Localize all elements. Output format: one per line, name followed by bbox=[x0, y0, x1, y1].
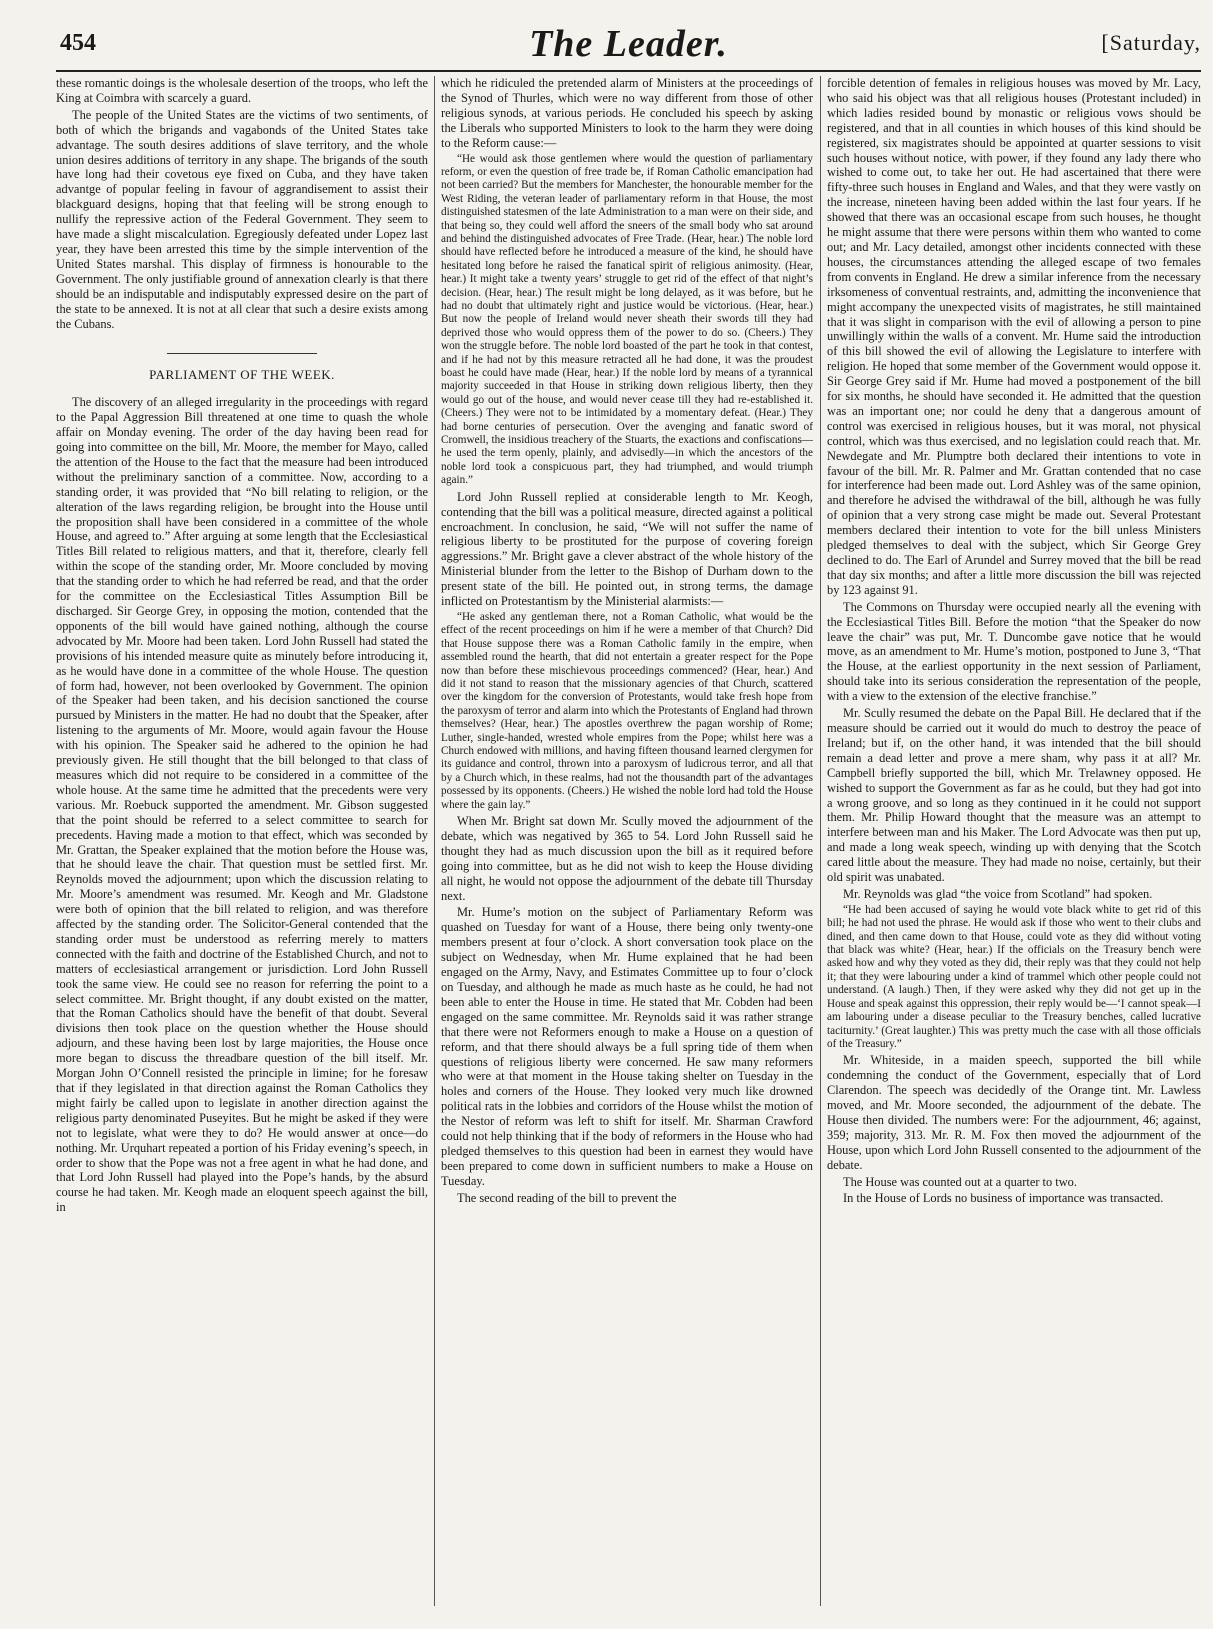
paragraph: The second reading of the bill to prevent the bbox=[457, 1190, 677, 1205]
section-heading bbox=[56, 353, 428, 383]
paragraph: The people of the United States are the victims of two sentiments, of both of which the brigands and vagabonds of the United States take advantage. The south desires additions of slave territory, and the whole union desires additions of territory in any shape. The brigands of the south have long had their covetous eye fixed on Cuba, and they have taken advantge of popular feeling in favour of aggrandisement to assist their blackguard designs, hoping that that feeling will be strong enough to nullify the repressive action of the Federal Government. They seem to have made a slight miscalculation. Egregiously defeated under Lopez last year, they have been arrested this time by the simple intervention of the United States marshal. This display of firmness is honourable to the Government. The only justifiable ground of annexation clearly is that there should be an indisputable and indisputably expressed desire on the part of the state to be annexed. It is not at all clear that such a desire exists among the Cubans. bbox=[56, 107, 428, 331]
newspaper-page bbox=[56, 20, 1201, 1610]
quoted-speech: “He asked any gentleman there, not a Roman Catholic, what would be the effect of the recent proceedings on him if he were a member of that Church? Did that House suppose there was a Roman Catholic family in the empire, when assembled round the hearth, that did not entertain a greater respect for the Pope now than before these mischievous proceedings commenced? (Hear, hear.) And did it not stand to reason that the missionary agencies of that Church, scattered over the kingdom for the conversion of Protestants, would take fresh hope from the paroxysm of terror and alarm into which the Protestants of England had thrown themselves? (Hear, hear.) The apostles overthrew the pagan worship of Rome; Luther, single-handed, wrested whole empires from the Pope; whilst here was a Church endowed with millions, and having fifteen thousand learned clergymen for its guidance and control, thrown into a paroxysm of ludicrous terror, and all that by a Church which, in these realms, had not the thousandth part of the advantages possessed by its opponents. (Cheers.) He wished the noble lord had told the House where the gain lay.” bbox=[441, 610, 813, 811]
paragraph: Mr. Whiteside, in a maiden speech, supported the bill while condemning the conduct of the Government, especially that of Lord Clarendon. The speech was decidedly of the Orange tint. Mr. Lawless moved, and Mr. Moore seconded, the adjournment of the debate. The House then divided. The numbers were: For the adjournment, 46; against, 359; majority, 313. Mr. R. M. Fox then moved the adjournment of the House, upon which Lord John Russell consented to the adjournment of the debate. bbox=[827, 1053, 1201, 1172]
paragraph: Lord John Russell replied at considerable length to Mr. Keogh, contending that the bill was a political measure, directed against a political encroachment. In conclusion, he said, “We will not suffer the name of religious liberty to be prostituted for the purpose of covering foreign aggressions.” Mr. Bright gave a clever abstract of the whole history of the Ministerial blunder from the letter to the Bishop of Durham down to the present state of the bill. He pointed out, in strong terms, the damage inflicted on Protestantism by the Ministerial alarmists:— bbox=[441, 489, 813, 609]
column-1 bbox=[56, 76, 428, 1606]
paragraph: The Commons on Thursday were occupied nearly all the evening with the Ecclesiastical Titles Bill. Before the motion “that the Speaker do now leave the chair” was put, Mr. T. Duncombe gave notice that he would move, as an amendment to Mr. Hume’s motion, postponed to June 3, “That the House, at the earliest opportunity in the next session of Parliament, should take into its serious consideration the representation of the people, with a view to the extension of the elective franchise.” bbox=[827, 599, 1201, 704]
heading-rule bbox=[167, 353, 317, 354]
column-divider bbox=[820, 76, 821, 1606]
column-3 bbox=[827, 76, 1201, 1606]
paragraph: which he ridiculed the pretended alarm of Ministers at the proceedings of the Synod of Thurles, which were no way different from those of other religious synods, at various periods. He concluded his speech by asking the Liberals who supported Ministers to look to the harm they were doing to the Reform cause:— bbox=[441, 76, 813, 150]
paragraph: The discovery of an alleged irregularity in the proceedings with regard to the Papal Aggression Bill threatened at one time to quash the whole affair on Monday evening. The order of the day having been read for going into committee on the bill, Mr. Moore, the member for Mayo, called the attention of the House to the fact that the measure had been introduced without the preliminary sanction of a committee. Now, according to a standing order, it was provided that “No bill relating to religion, or the alteration of the laws regarding religion, be brought into the House until the proposition shall have been considered in a committee of the whole House, and agreed to.” After arguing at some length that the Ecclesiastical Titles Bill related to religious matters, and that it, therefore, clearly fell within the scope of the standing order, Mr. Moore concluded by moving that the standing order to which he had referred be read, and that the order for the committee on the Ecclesiastical Titles Assumption Bill be discharged. Sir George Grey, in opposing the motion, contended that the opponents of the bill would have gained nothing, although the course advocated by Mr. Moore had been taken. Lord John Russell had stated the provisions of his intended measure quite as minutely before introducing it, as he would have done in a committee of the whole House. The question of form had, however, not been overlooked by Government. The opinion of the Speaker had been taken, and his decision sanctioned the course pursued by Ministers in the matter. He had no doubt that the Speaker, after listening to the arguments of Mr. Moore, would again favour the House with his opinion. The Speaker said he adhered to the opinion he had previously given. He still thought that the bill belonged to that class of measures which did not require to be considered in a committee of the whole house. At the same time he admitted that the precedents were very various. Mr. Roebuck supported the amendment. Mr. Gibson suggested that the point should be referred to a select committee to search for precedents. Having made a motion to that effect, which was seconded by Mr. Grattan, the Speaker explained that the motion before the House was, that he should leave the chair. That question must be settled first. Mr. Reynolds moved the adjournment; upon which the discussion relating to Mr. Moore’s amendment was resumed. Mr. Keogh and Mr. Gladstone were both of opinion that the bill related to religion, and was therefore affected by the standing order. The Solicitor-General contended that the standing order must be understood as referring merely to matters connected with the faith and doctrine of the Established Church, and not to matters of ecclesiastical arrangement or jurisdiction. Lord John Russell took the same view. He could see no reason for referring the point to a select committee. Mr. Bright thought, if any doubt existed on the matter, that the Roman Catholics should have the benefit of that doubt. Several divisions then took place on the question whether the House should adjourn, and these having been lost by large majorities, the House once more began to discuss the threadbare question of the bill itself. Mr. Morgan John O’Connell resisted the principle in limine; for he foresaw that if they legislated in that direction against the Roman Catholics they might fairly be called upon to legislate in another direction against the religious party denominated Puseyites. But he might be asked if they were not to legislate, what were they to do? He would answer at once—do nothing. Mr. Urquhart repeated a portion of his Friday evening’s speech, in order to show that the Pope was not a free agent in what he had done, and that Lord John Russell had played into the Pope’s hands, by the absurd course he had taken. Mr. Keogh made an eloquent speech against the bill, in bbox=[56, 395, 428, 1215]
masthead-rule bbox=[56, 70, 1201, 72]
paragraph: When Mr. Bright sat down Mr. Scully moved the adjournment of the debate, which was negatived by 365 to 54. Lord John Russell said he thought they had as much discussion upon the bill as it required before going into committee, but as he did not wish to keep the House dividing all night, he would not oppose the adjournment of the debate till Thursday next. bbox=[441, 814, 813, 903]
newspaper-title: The Leader. bbox=[529, 23, 728, 65]
column-divider bbox=[434, 76, 435, 1606]
issue-day: [Saturday, bbox=[1101, 30, 1201, 55]
paragraph: Mr. Scully resumed the debate on the Papal Bill. He declared that if the measure should be carried out it would do much to destroy the peace of Ireland; but if, on the other hand, it was intended that the bill should remain a dead letter and prove a mere sham, why pass it at all? Mr. Campbell briefly supported the bill, which Mr. Trelawney opposed. He wished to support the Government as far as he could, but they had got into a wrong groove, and so long as they continued in it he could not support them. Mr. Philip Howard thought that the measure was an attempt to interfere between man and his Maker. The Lord Advocate was then put up, and made a long weak speech, winding up with denying that the Scotch cared little about the measure. They had made no noise, certainly, but their old spirit was unabated. bbox=[827, 706, 1201, 885]
paragraph: these romantic doings is the wholesale desertion of the troops, who left the King at Coimbra with scarcely a guard. bbox=[56, 76, 428, 105]
masthead bbox=[56, 20, 1201, 68]
page-number: 454 bbox=[60, 30, 96, 56]
paragraph: forcible detention of females in religious houses was moved by Mr. Lacy, who said his object was that all religious houses (Protestant included) in which ladies resided bound by monastic or religious vows should be registered, and that in all counties in which houses of this kind should be registered, six magistrates should be appointed at quarter sessions to visit such houses without notice, with power, if they found any lady there who wished to come out, to take her out. He had ascertained that there were fifty-three such houses in England and Wales, and that they were vastly on the increase, nineteen having been added within the last four years. If he showed that there was an occasional escape from such houses, he thought he might assume that there were persons within them who wanted to come out; and Mr. Lacy detailed, amongst other incidents connected with these houses, the circumstances attending the alleged escape of two females from convents in England. He drew a similar inference from the necessary irksomeness of conventual restraints, and, admitting the inconvenience that might accompany the unexpected visits of magistrates, he still maintained that it was slight in comparison with the evil of allowing a person to pine unwillingly within the walls of a convent. Mr. Hume said the introduction of this bill showed the evil of allowing the Legislature to interfere with religion. He hoped that some member of the Government would oppose it. Sir George Grey said if Mr. Hume had moved a postponement of the bill for six months, he should have seconded it. He admitted that the question was an important one; nor could he deny that a dangerous amount of control was exercised in religious houses, but it was moral, not physical control, which was thus exercised, and no legislation could reach that. Mr. Newdegate and Mr. Plumptre both declared their intentions to vote in favour of the bill. Mr. R. Palmer and Mr. Grattan contended that no case for interference had been made out. Lord Ashley was of the same opinion, and therefore he advised the withdrawal of the bill, although he was fully of opinion that a very strong case might be made out. Several Protestant members declared their intention to vote for the bill unless Ministers pledged themselves to deal with the subject, which Sir George Grey declined to do. The Earl of Arundel and Surrey moved that the bill be read that day six months; and after a little more discussion the bill was rejected by 123 against 91. bbox=[827, 76, 1201, 597]
section-heading-text: PARLIAMENT OF THE WEEK. bbox=[149, 367, 335, 383]
quoted-speech: “He had been accused of saying he would vote black white to get rid of this bill; he had not used the phrase. He would ask if those who went to their clubs and dined, and then came down to that House, could vote as they did without voting that black was white? (Hear, hear.) If the officials on the Treasury bench were asked how and why they voted as they did, their reply was that they could not help it; that they were labouring under a kind of trammel which other people could not understand. (A laugh.) Then, if they were asked why they did not get up in the House and speak against this oppression, their reply would be—‘I cannot speak—I am labouring under a disease peculiar to the Treasury benches, called lucrative taciturnity.’ (Great laughter.) This was pretty much the case with all those officials of the Treasury.” bbox=[827, 903, 1201, 1050]
column-2 bbox=[441, 76, 813, 1606]
paragraph: Mr. Hume’s motion on the subject of Parliamentary Reform was quashed on Tuesday for want of a House, there being only twenty-one members present at four o’clock. A short conversation took place on the subject on Wednesday, when Mr. Hume explained that he had been engaged on the Army, Navy, and Estimates Committee up to four o’clock on Tuesday, and although he made as much haste as he could, he had not been able to enter the House in time. He stated that Mr. Cobden had been engaged on the same committee. Mr. Reynolds said it was rather strange that there were not Reformers enough to make a House on a question of reform, and that there should always be a full spring tide of them when questions of religious liberty were concerned. He saw many reformers who were at that moment in the House taking shelter on Tuesday in the holes and corners of the House. They looked very much like drowned political rats in the lobbies and corridors of the House whilst the motion of the Nestor of reform was left to shift for itself. Mr. Sharman Crawford could not help thinking that if the body of reformers in the House who had pledged themselves to this question had been in earnest they would have been prepared to come down in sufficient numbers to make a House on Tuesday. bbox=[441, 905, 813, 1188]
paragraph: Mr. Reynolds was glad “the voice from Scotland” had spoken. bbox=[843, 886, 1153, 901]
quoted-speech: “He would ask those gentlemen where would the question of parliamentary reform, or even the question of free trade be, if Roman Catholic emancipation had not been carried? But the members for Manchester, the honourable member for the West Riding, the veteran leader of parliamentary reform in that House, the most distinguished statesmen of the late Administration to a man were on their side, and that being so, they could well afford the sneers of the small body who sat around and behind the distinguished advocates of Free Trade. (Hear, hear.) The noble lord should have reflected before he introduced a measure of the kind, he should have hesitated long before he raised the fanatical spirit of religious animosity. (Hear, hear.) It might take a twenty years’ struggle to get rid of the effect of that night’s decision. (Hear, hear.) The result might be long delayed, as it was before, but he had no doubt that ultimately right and justice would be victorious. (Hear, hear.) But now the people of Ireland would never sheath their swords till they had deprived those who would oppress them of the power to do so. (Cheers.) They won the struggle before. The noble lord boasted of the part he took in that contest, and if he had not by this measure retracted all he had done, it was the proudest boast he could have made (Hear, hear.) If the noble lord by means of a tyrannical majority succeeded in that House in striking down religious liberty, then they would go out of the house, and would never cease till they had re-established it. (Cheers.) They were not to be intimidated by a momentary defeat. (Hear.) They had borne centuries of persecution. Over the avenging and fanatic sword of Cromwell, the insidious treachery of the Stuarts, the exactions and confiscations—he used the term openly, plainly, and advisedly—in which the ancestors of the noble lord took a conspicuous part, they had triumphed, and would triumph again.” bbox=[441, 152, 813, 487]
paragraph: The House was counted out at a quarter to two. bbox=[843, 1174, 1077, 1189]
paragraph: In the House of Lords no business of importance was transacted. bbox=[843, 1191, 1164, 1206]
article-columns bbox=[56, 76, 1201, 1606]
